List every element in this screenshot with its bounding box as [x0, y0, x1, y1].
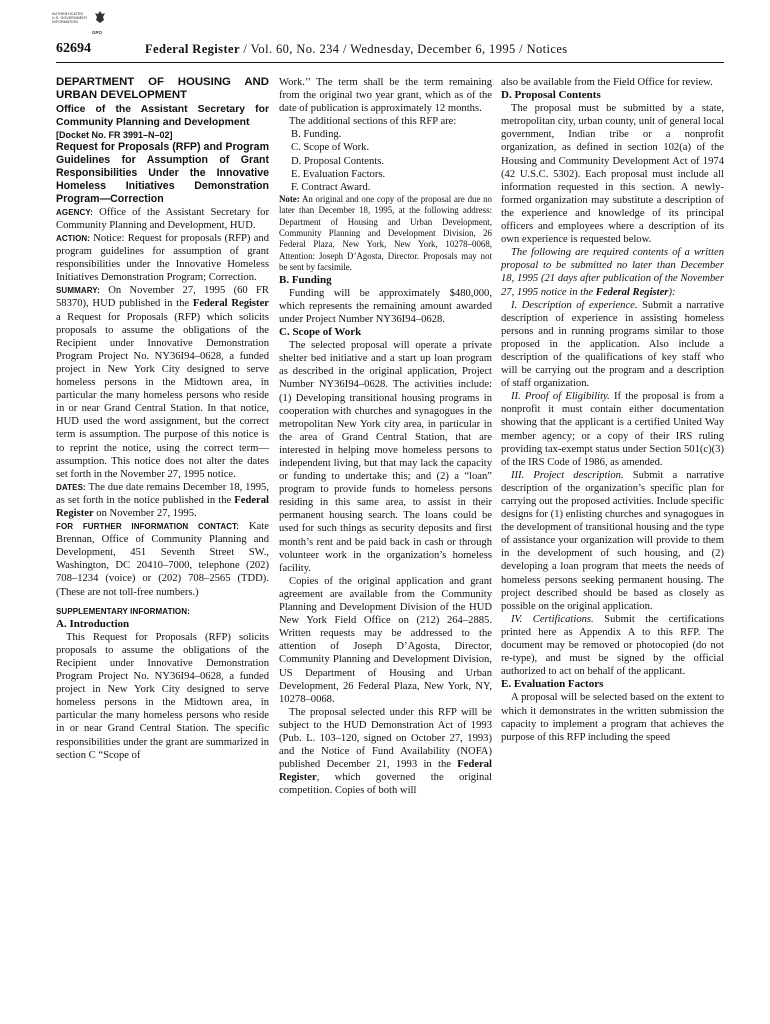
sections-list	[279, 128, 492, 193]
item-i-text: Submit a narrative description of experience in assisting homeless persons and in running programs similar to those proposed in the application. Also include a description of the qualifications of key staff who will be carrying out the program and a description of staff organization.	[501, 299, 724, 390]
item-iii-text: Submit a narrative description of the organization’s specific plan for carrying out the proposed activities. Include specific designs for (1) enlisting churches and synagogues in the development of transitional housing and the type of assistance your organization will provide to them in the development of such housing, and (2) developing a loan program that meets the needs of homeless persons seeking permanent housing. The project described should be based as closely as possible on the original application.	[501, 469, 724, 612]
item-iv	[501, 613, 724, 678]
federal-register-ref: Federal Register	[56, 494, 269, 519]
continued-text: also be available from the Field Office for review.	[501, 77, 713, 88]
section-d-heading: D. Proposal Contents	[501, 89, 601, 102]
list-item: B. Funding.	[291, 129, 342, 141]
gpo-label: GPO	[92, 30, 103, 35]
contact-text: Kate Brennan, Office of Community Planning and Development, 451 Seventh Street SW., Washington, DC 20410–7000, telephone (202) 708–1234 (voice) or (202) 708–2565 (TDD). (These are not toll-free numbers.)	[56, 521, 270, 598]
action-label: ACTION:	[56, 234, 91, 243]
additional-sections-intro: The additional sections of this RFP are:	[289, 116, 457, 128]
federal-register-ref: Federal Register	[192, 298, 269, 310]
item-iii-label: III. Project description.	[511, 469, 624, 481]
contact-paragraph	[56, 520, 269, 599]
federal-register-ref: Federal Register	[595, 286, 669, 298]
section-a-heading: A. Introduction	[56, 617, 130, 630]
summary-text: a Request for Proposals (RFP) which solicits proposals to assume the obligations of the Recipient under Innovative Demonstration Program Project No. NY36I94–0628, a funded project in New York City designed to serve homeless persons in the Midtown area, in particular the many homeless persons who reside in or near Grand Central Station. In that notice, HUD used the word assignment, but the correct term is assumption. The purpose of this notice is to reprint the notice, using the correct term—assumption. This notice does not alter the dates set forth in the November 27, 1995 notice.	[56, 311, 269, 480]
eagle-icon	[94, 10, 106, 24]
dates-label: DATES:	[56, 482, 86, 492]
publication-line	[145, 42, 568, 57]
continued-text: Work.’’ The term shall be the term remaining from the original two year grant, which as of the date of publication is approximately 12 months.	[279, 77, 492, 115]
subject-text	[279, 706, 492, 798]
list-item: E. Evaluation Factors.	[291, 168, 386, 180]
department-heading: DEPARTMENT OF HOUSING AND URBAN DEVELOPMENT	[56, 76, 269, 102]
subject-text-part: , which governed the original competition. Copies of both will	[279, 772, 492, 797]
page-number: 62694	[56, 41, 91, 56]
note-text: An original and one copy of the proposal are due no later than December 18, 1995, at the following address: Department of Housing and Urban Development, Community Planning and Development Division, 26 Federal Plaza, New York, New York, 10278–0068, Attention: Joseph D’Agosta, Director. Proposals may not be sent by facsimile.	[279, 193, 492, 273]
summary-text: On November 27, 1995 (60 FR 58370), HUD published in the	[56, 285, 269, 310]
item-iii	[501, 469, 724, 613]
funding-text: Funding will be approximately $480,000, which represents the remaining amount awarded under Project Number NY36I94–0628.	[279, 287, 492, 325]
item-ii-text: If the proposal is from a nonprofit it must contain either documentation showing that the applicant is a certified United Way member agency; or a copy of their IRS ruling providing tax-exempt status under Section 501(c)(3) of the IRS Code of 1986, as amended.	[501, 391, 724, 468]
gpo-badge-line: AUTHENTICATED	[52, 12, 84, 16]
action-paragraph	[56, 232, 269, 284]
scope-text: The selected proposal will operate a private shelter bed initiative and a start up loan program as described in the original application, Project Number NY36I94–0628. The activities include: (1) Developing transitional housing programs in cooperation with churches and synagogues in the metropolitan New York city area, in particular in the area of Grand Central Station, that are interested in helping move homeless persons to independent living, but that may lack the capacity or funding to undertake this; and (2) a “loan” program to provide funds to homeless persons residing in this same area, to assist in their permanent housing search. The loans could be used for such things as security deposits and first month’s rent and be paid back in cash or through volunteer work in the organization’s homeless facility.	[279, 340, 492, 574]
item-iv-label: IV. Certifications.	[511, 613, 594, 625]
publication-name: Federal Register	[145, 42, 240, 56]
proposal-text: The proposal must be submitted by a state, metropolitan city, urban county, unit of general local government, Indian tribe or a nonprofit organization, as defined in section 102(a) of the Housing and Community Development Act of 1974 (42 U.S.C. 5302). Each proposal must include all information requested in this section. A newly-formed organization may substitute a description of the experience and knowledge of its principal officers and employees where a description of its own experience is requested below.	[501, 103, 724, 246]
supplementary-label: SUPPLEMENTARY INFORMATION:	[56, 606, 190, 616]
running-header	[56, 41, 724, 61]
gpo-badge-text	[52, 12, 96, 24]
section-b-heading: B. Funding	[279, 273, 332, 286]
item-i	[501, 299, 724, 391]
subject-text-part: The proposal selected under this RFP will be subject to the HUD Demonstration Act of 1993 (Pub. L. 103–120, signed on October 27, 1993) and the Notice of Fund Availability (NOFA) published December 21, 1993 in the	[279, 706, 492, 771]
notice-title: Request for Proposals (RFP) and Program Guidelines for Assumption of Grant Responsibilities Under the Innovative Homeless Initiatives Demonstration Program—Correction	[56, 140, 269, 205]
agency-label: AGENCY:	[56, 207, 93, 217]
issue-details: / Vol. 60, No. 234 / Wednesday, December 6, 1995 / Notices	[239, 42, 568, 56]
item-ii-label: II. Proof of Eligibility.	[511, 391, 610, 403]
agency-paragraph	[56, 206, 269, 232]
action-text: Notice: Request for proposals (RFP) and program guidelines for assumption of grant responsibilities under the Innovative Homeless Initiatives Demonstration Program; Correction.	[56, 233, 269, 284]
dates-text: on November 27, 1995.	[93, 507, 197, 519]
item-i-label: I. Description of experience.	[511, 299, 638, 311]
item-iv-text: Submit the certifications printed here as Appendix A to this RFP. The document may be removed or photocopied (do not re-type), and must be signed by the official authorized to act on behalf of the applicant.	[501, 613, 725, 678]
column-1	[56, 76, 269, 762]
summary-label: SUMMARY:	[56, 286, 100, 296]
section-c-heading: C. Scope of Work	[279, 326, 362, 339]
contact-label: FOR FURTHER INFORMATION CONTACT:	[56, 522, 240, 532]
evaluation-text: A proposal will be selected based on the extent to which it demonstrates in the written submission the capacity to implement a program that achieves the purpose of this RFP including the speed	[501, 692, 724, 743]
section-e-heading: E. Evaluation Factors	[501, 678, 604, 691]
list-item: F. Contract Award.	[291, 181, 371, 193]
item-ii	[501, 390, 724, 469]
dates-paragraph	[56, 481, 269, 520]
gpo-badge-line: INFORMATION	[52, 20, 78, 24]
following-text	[501, 246, 724, 298]
gpo-badge-line: U.S. GOVERNMENT	[52, 16, 88, 20]
docket-number: [Docket No. FR 3991–N–02]	[56, 129, 173, 140]
office-heading: Office of the Assistant Secretary for Community Planning and Development	[56, 103, 269, 128]
following-text-part: ):	[668, 286, 676, 298]
agency-text: Office of the Assistant Secretary for Community Planning and Development, HUD.	[56, 206, 269, 231]
copies-text: Copies of the original application and grant agreement are available from the Community Planning and Development Division of the HUD New York Field Office on (212) 264–2885. Written requests may be addressed to the attention of Joseph D’Agosta, Director, Community Planning and Development Division, US Department of Housing and Urban Development, 26 Federal Plaza, New York, NY, 10278–0068.	[279, 575, 492, 705]
list-item: C. Scope of Work.	[291, 142, 370, 154]
column-2	[279, 76, 492, 797]
header-rule	[56, 62, 724, 63]
section-a-text: This Request for Proposals (RFP) solicits proposals to assume the obligations of the Recipient under Innovative Demonstration Program Project No. NY36I94–0628, a funded project in New York City designed to serve homeless persons in the Midtown area, in particular the many homeless persons who reside in or near Grand Central Station. The specific responsibilities under the grant are summarized in section C “Scope of	[56, 631, 269, 761]
gpo-authenticated-badge	[52, 8, 112, 38]
federal-register-ref: Federal Register	[279, 759, 492, 784]
summary-paragraph	[56, 284, 269, 480]
note-label: Note:	[279, 193, 300, 204]
following-text-part: The following are required contents of a written proposal to be submitted no later than December 18, 1995 (21 days after publication of the November 27, 1995 notice in the	[501, 247, 724, 298]
dates-text: The due date remains December 18, 1995, as set forth in the notice published in the	[56, 481, 269, 506]
supplementary-paragraph	[56, 605, 269, 618]
list-item: D. Proposal Contents.	[291, 155, 384, 167]
column-3	[501, 76, 724, 744]
note-paragraph	[279, 194, 492, 274]
